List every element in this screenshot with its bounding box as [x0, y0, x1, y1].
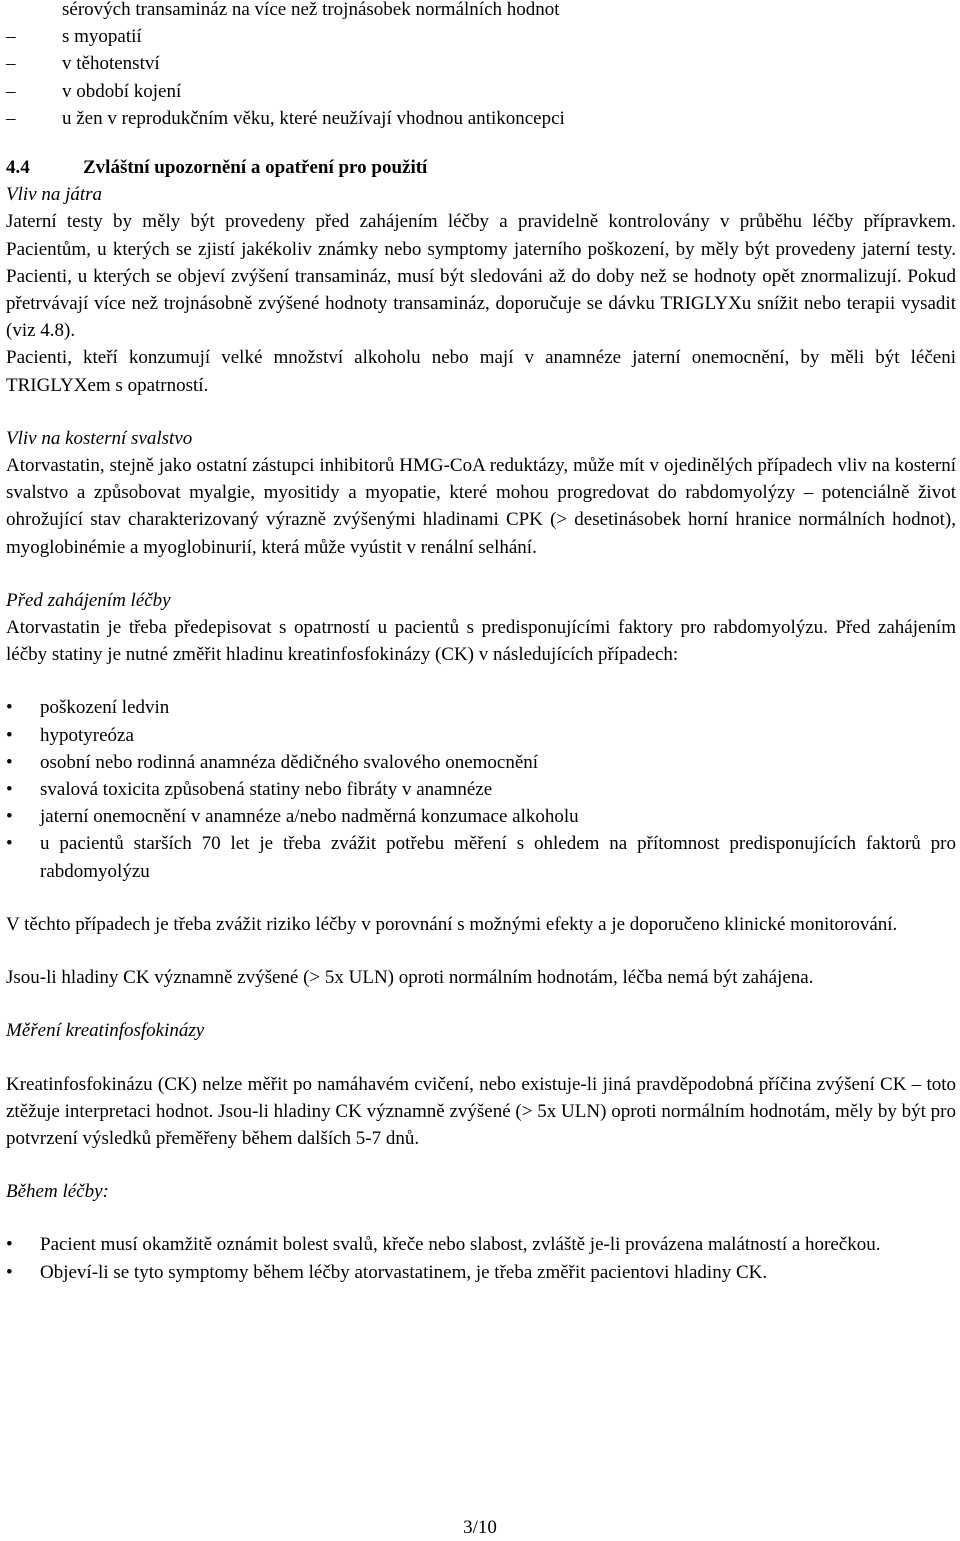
skeletal-heading: Vliv na kosterní svalstvo — [6, 427, 193, 449]
section-heading — [6, 154, 956, 181]
bullet-marker: • — [6, 1234, 13, 1256]
list-item — [6, 803, 956, 830]
list-item-text: Objeví-li se tyto symptomy během léčby atorvastatinem, je třeba změřit pacientovi hladiny CK. — [40, 1261, 768, 1283]
skeletal-paragraph: Atorvastatin, stejně jako ostatní zástupci inhibitorů HMG-CoA reduktázy, může mít v ojedinělých případech vliv na kosterní svalstvo a způsobovat myalgie, myositidy a myopatie, které mohou progredovat do rabdomyolýzy – potenciálně život ohrožující stav charakterizovaný výrazně zvýšenými hladinami CPK (> desetinásobek horní hranice normálních hodnot), myoglobinémie a myoglobinurií, která může vyústit v renální selhání. — [6, 455, 956, 558]
list-item-text: v těhotenství — [62, 53, 160, 75]
during-treatment-heading: Během léčby: — [6, 1181, 109, 1203]
bullet-marker: • — [6, 697, 13, 719]
list-item — [6, 830, 956, 884]
list-item-text: svalová toxicita způsobená statiny nebo fibráty v anamnéze — [40, 779, 493, 801]
bullet-marker: • — [6, 779, 13, 801]
list-item-text: Pacient musí okamžitě oznámit bolest svalů, křeče nebo slabost, zvláště je-li provázena malátností a horečkou. — [40, 1234, 881, 1256]
list-item — [6, 1259, 956, 1286]
list-item — [6, 50, 956, 77]
dash-marker: – — [6, 107, 16, 129]
list-item — [6, 78, 956, 105]
list-item-text: s myopatií — [62, 26, 142, 48]
contraindication-list — [6, 23, 956, 132]
list-item-text: u pacientů starších 70 let je třeba zvážit potřebu měření s ohledem na přítomnost predisponujících faktorů pro rabdomyolýzu — [40, 833, 956, 882]
bullet-marker: • — [6, 724, 13, 746]
dash-marker: – — [6, 53, 16, 75]
risk-factor-list — [6, 694, 956, 884]
bullet-marker: • — [6, 833, 13, 855]
liver-paragraph-2: Pacienti, kteří konzumují velké množství alkoholu nebo mají v anamnéze jaterní onemocnění, by měli být léčeni TRIGLYXem s opatrností. — [6, 347, 956, 396]
list-item-text: hypotyreóza — [40, 724, 134, 746]
list-item — [6, 722, 956, 749]
list-item-text: u žen v reprodukčním věku, které neužívají vhodnou antikoncepci — [62, 107, 565, 129]
dash-marker: – — [6, 80, 16, 102]
measurement-paragraph: Kreatinfosfokinázu (CK) nelze měřit po namáhavém cvičení, nebo existuje-li jiná pravděpodobná příčina zvýšení CK – toto ztěžuje interpretaci hodnot. Jsou-li hladiny CK významně zvýšené (> 5x ULN) oproti normálním hodnotám, měly by být pro potvrzení výsledků přeměřeny během dalších 5-7 dnů. — [6, 1073, 956, 1149]
before-treatment-paragraph: Atorvastatin je třeba předepisovat s opatrností u pacientů s predisponujícími faktory pro rabdomyolýzu. Před zahájením léčby statiny je nutné změřit hladinu kreatinfosfokinázy (CK) v následujících případech: — [6, 617, 956, 666]
page-number: 3/10 — [463, 1517, 497, 1538]
bullet-marker: • — [6, 751, 13, 773]
list-item — [6, 694, 956, 721]
list-item-text: osobní nebo rodinná anamnéza dědičného svalového onemocnění — [40, 751, 539, 773]
document-page — [6, 0, 956, 1286]
list-item — [6, 776, 956, 803]
list-item — [6, 1231, 956, 1258]
ck-elevated-paragraph: Jsou-li hladiny CK významně zvýšené (> 5x ULN) oproti normálním hodnotám, léčba nemá být zahájena. — [6, 967, 814, 989]
liver-heading: Vliv na játra — [6, 184, 103, 206]
dash-marker: – — [6, 26, 16, 48]
list-item — [6, 23, 956, 50]
list-item-text: v období kojení — [62, 80, 182, 102]
bullet-marker: • — [6, 806, 13, 828]
before-treatment-heading: Před zahájením léčby — [6, 589, 171, 611]
bullet-marker: • — [6, 1261, 13, 1283]
measurement-heading: Měření kreatinfosfokinázy — [6, 1020, 205, 1042]
section-title: Zvláštní upozornění a opatření pro použití — [83, 157, 428, 179]
intro-continuation: sérových transamináz na více než trojnásobek normálních hodnot — [62, 0, 560, 20]
list-item — [6, 105, 956, 132]
list-item — [6, 749, 956, 776]
monitoring-paragraph: V těchto případech je třeba zvážit riziko léčby v porovnání s možnými efekty a je doporučeno klinické monitorování. — [6, 913, 898, 935]
liver-paragraph-1: Jaterní testy by měly být provedeny před zahájením léčby a pravidelně kontrolovány v průběhu léčby přípravkem. Pacientům, u kterých se zjistí jakékoliv známky nebo symptomy jaterního poškození, by měly být provedeny jaterní testy. Pacienti, u kterých se objeví zvýšení transamináz, musí být sledováni až do doby než se hodnoty opět znormalizují. Pokud přetrvávají více než trojnásobně zvýšené hodnoty transamináz, doporučuje se dávku TRIGLYXu snížit nebo terapii vysadit (viz 4.8). — [6, 211, 956, 342]
during-treatment-list — [6, 1231, 956, 1285]
list-item-text: poškození ledvin — [40, 697, 170, 719]
section-number: 4.4 — [6, 157, 30, 179]
list-item-text: jaterní onemocnění v anamnéze a/nebo nadměrná konzumace alkoholu — [40, 806, 579, 828]
